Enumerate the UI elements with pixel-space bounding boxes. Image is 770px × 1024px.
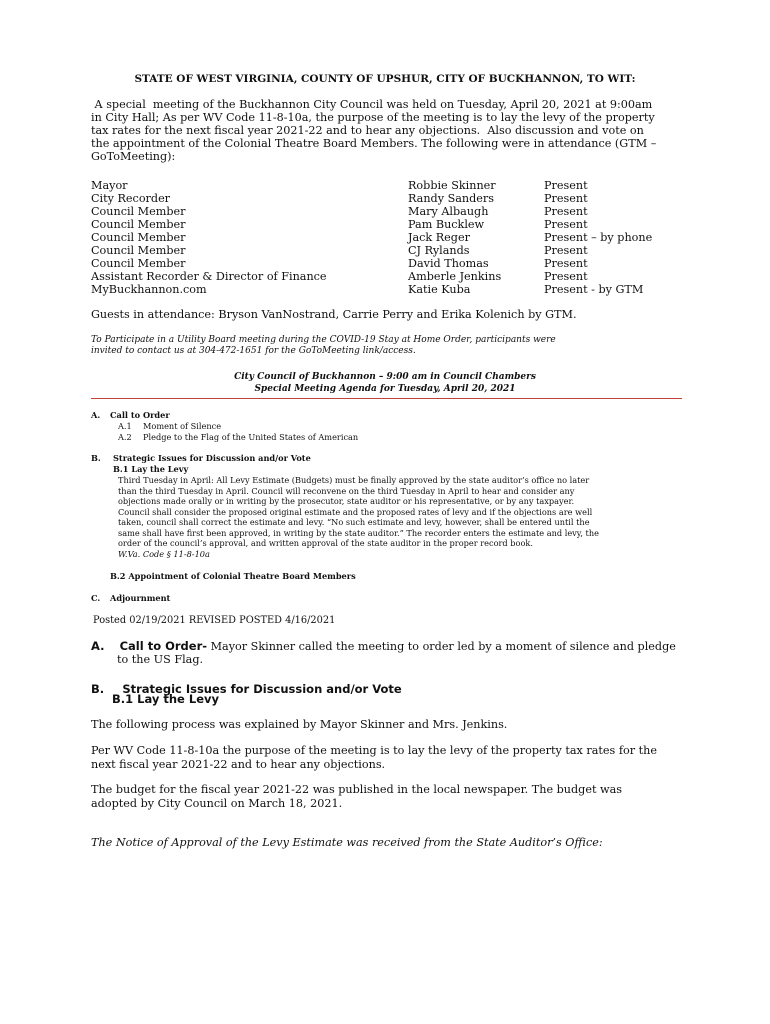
attendee-status: Present — [544, 244, 588, 257]
attendee-name: CJ Rylands — [408, 244, 470, 257]
attendee-role: Mayor — [91, 179, 128, 192]
agenda-a2-text: Pledge to the Flag of the United States of American — [143, 432, 359, 442]
levy-line: Council shall consider the proposed original estimate and the proposed rates of levy and if the objections are well — [118, 506, 593, 517]
attendee-status: Present – by phone — [544, 231, 653, 244]
agenda-c-title: Adjournment — [110, 593, 171, 603]
attendee-name: Pam Bucklew — [408, 218, 485, 231]
budget-line: The budget for the fiscal year 2021-22 was published in the local newspaper. The budget was — [91, 783, 622, 796]
budget-paragraph — [91, 783, 683, 811]
attendee-name: Randy Sanders — [408, 192, 495, 205]
purpose-line: next fiscal year 2021-22 and to hear any objections. — [91, 758, 386, 771]
agenda-b2-title: B.2 Appointment of Colonial Theatre Board Members — [110, 571, 356, 581]
attendance-row — [91, 283, 691, 296]
attendee-status: Present — [544, 218, 588, 231]
budget-line: adopted by City Council on March 18, 2021. — [91, 797, 343, 810]
attendee-name: Katie Kuba — [408, 283, 471, 296]
levy-line: Third Tuesday in April: All Levy Estimate (Budgets) must be finally approved by the state auditor’s office no later — [118, 475, 590, 485]
minutes-a-text: Mayor Skinner called the meeting to order led by a moment of silence and pledge — [207, 640, 676, 653]
intro-line: A special meeting of the Buckhannon City Council was held on Tuesday, April 20, 2021 at 9:00am — [91, 98, 653, 111]
attendance-row — [91, 205, 691, 218]
levy-line: objections made orally or in writing by the prosecutor, state auditor or his representative, or by any taxpayer. — [118, 496, 575, 506]
intro-line: in City Hall; As per WV Code 11-8-10a, the purpose of the meeting is to lay the levy of the property — [91, 111, 655, 124]
agenda-a1-num: A.1 — [118, 421, 132, 431]
minutes-a-text-line2: to the US Flag. — [117, 653, 204, 666]
levy-line: same shall have first been approved, in writing by the state auditor.” The recorder enters the estimate and levy, the — [118, 527, 599, 538]
posted-line: Posted 02/19/2021 REVISED POSTED 4/16/2021 — [93, 615, 336, 626]
process-paragraph: The following process was explained by Mayor Skinner and Mrs. Jenkins. — [91, 718, 508, 731]
attendee-status: Present - by GTM — [544, 283, 644, 296]
agenda-b-label: B. — [91, 453, 101, 463]
notice-line: The Notice of Approval of the Levy Estimate was received from the State Auditor’s Office: — [91, 836, 603, 849]
agenda-title-line2: Special Meeting Agenda for Tuesday, April 20, 2021 — [254, 384, 516, 394]
attendance-row — [91, 192, 691, 205]
attendee-role: Council Member — [91, 218, 186, 231]
attendee-name: David Thomas — [408, 257, 489, 270]
attendance-row — [91, 257, 691, 270]
attendance-row — [91, 218, 691, 231]
purpose-line: Per WV Code 11-8-10a the purpose of the meeting is to lay the levy of the property tax rates for the — [91, 744, 657, 757]
attendee-role: City Recorder — [91, 192, 171, 205]
minutes-b-label: B. — [91, 682, 105, 696]
attendee-role: Council Member — [91, 244, 186, 257]
levy-line: order of the council’s approval, and written approval of the state auditor in the proper record book. — [118, 538, 533, 548]
minutes-b-title: Strategic Issues for Discussion and/or Vote — [122, 682, 402, 696]
agenda-b1-title: B.1 Lay the Levy — [113, 464, 189, 474]
attendee-status: Present — [544, 205, 588, 218]
levy-description — [118, 475, 678, 559]
attendee-role: Council Member — [91, 205, 186, 218]
attendee-status: Present — [544, 179, 588, 192]
attendee-role: Assistant Recorder & Director of Finance — [91, 270, 327, 283]
attendee-role: MyBuckhannon.com — [91, 283, 207, 296]
attendance-row — [91, 244, 691, 257]
minutes-a-title: Call to Order- — [119, 639, 208, 653]
attendee-status: Present — [544, 257, 588, 270]
attendee-status: Present — [544, 192, 588, 205]
attendee-name: Jack Reger — [408, 231, 470, 244]
attendance-row — [91, 179, 691, 192]
agenda-a-label: A. — [91, 410, 101, 420]
minutes-b1-title: B.1 Lay the Levy — [112, 692, 219, 706]
agenda-a2-num: A.2 — [118, 432, 132, 442]
agenda-b-title: Strategic Issues for Discussion and/or Vote — [113, 453, 311, 463]
attendee-role: Council Member — [91, 257, 186, 270]
agenda-title-line1: City Council of Buckhannon – 9:00 am in Council Chambers — [234, 372, 536, 382]
agenda-divider — [91, 398, 682, 399]
guests-line: Guests in attendance: Bryson VanNostrand, Carrie Perry and Erika Kolenich by GTM. — [91, 308, 577, 321]
agenda-c-label: C. — [91, 593, 101, 603]
levy-line: than the third Tuesday in April. Council will reconvene on the third Tuesday in April to hear and consider any — [118, 485, 575, 496]
attendee-status: Present — [544, 270, 588, 283]
agenda-a1-text: Moment of Silence — [143, 421, 222, 431]
agenda-a-title: Call to Order — [110, 410, 170, 420]
intro-line: the appointment of the Colonial Theatre Board Members. The following were in attendance (GTM – — [91, 137, 657, 150]
covid-participation-note — [91, 335, 651, 357]
note-line: To Participate in a Utility Board meeting during the COVID-19 Stay at Home Order, participants were — [91, 335, 556, 345]
intro-line: tax rates for the next fiscal year 2021-22 and to hear any objections. Also discussion and vote on — [91, 124, 644, 137]
minutes-a-label: A. — [91, 639, 105, 653]
attendee-name: Mary Albaugh — [408, 205, 489, 218]
intro-line: GoToMeeting): — [91, 150, 176, 163]
levy-code-citation: W.Va. Code § 11-8-10a — [118, 548, 210, 559]
attendance-row — [91, 231, 691, 244]
attendee-role: Council Member — [91, 231, 186, 244]
document-header: STATE OF WEST VIRGINIA, COUNTY OF UPSHUR, CITY OF BUCKHANNON, TO WIT: — [134, 73, 636, 85]
levy-line: taken, council shall correct the estimate and levy. “No such estimate and levy, however, shall be entered until the — [118, 517, 590, 527]
note-line: invited to contact us at 304-472-1651 for the GoToMeeting link/access. — [91, 346, 416, 356]
purpose-paragraph — [91, 744, 683, 772]
intro-paragraph — [91, 98, 681, 163]
attendee-name: Robbie Skinner — [408, 179, 496, 192]
attendance-row — [91, 270, 691, 283]
minutes-a-line1 — [91, 639, 676, 653]
attendee-name: Amberle Jenkins — [408, 270, 502, 283]
